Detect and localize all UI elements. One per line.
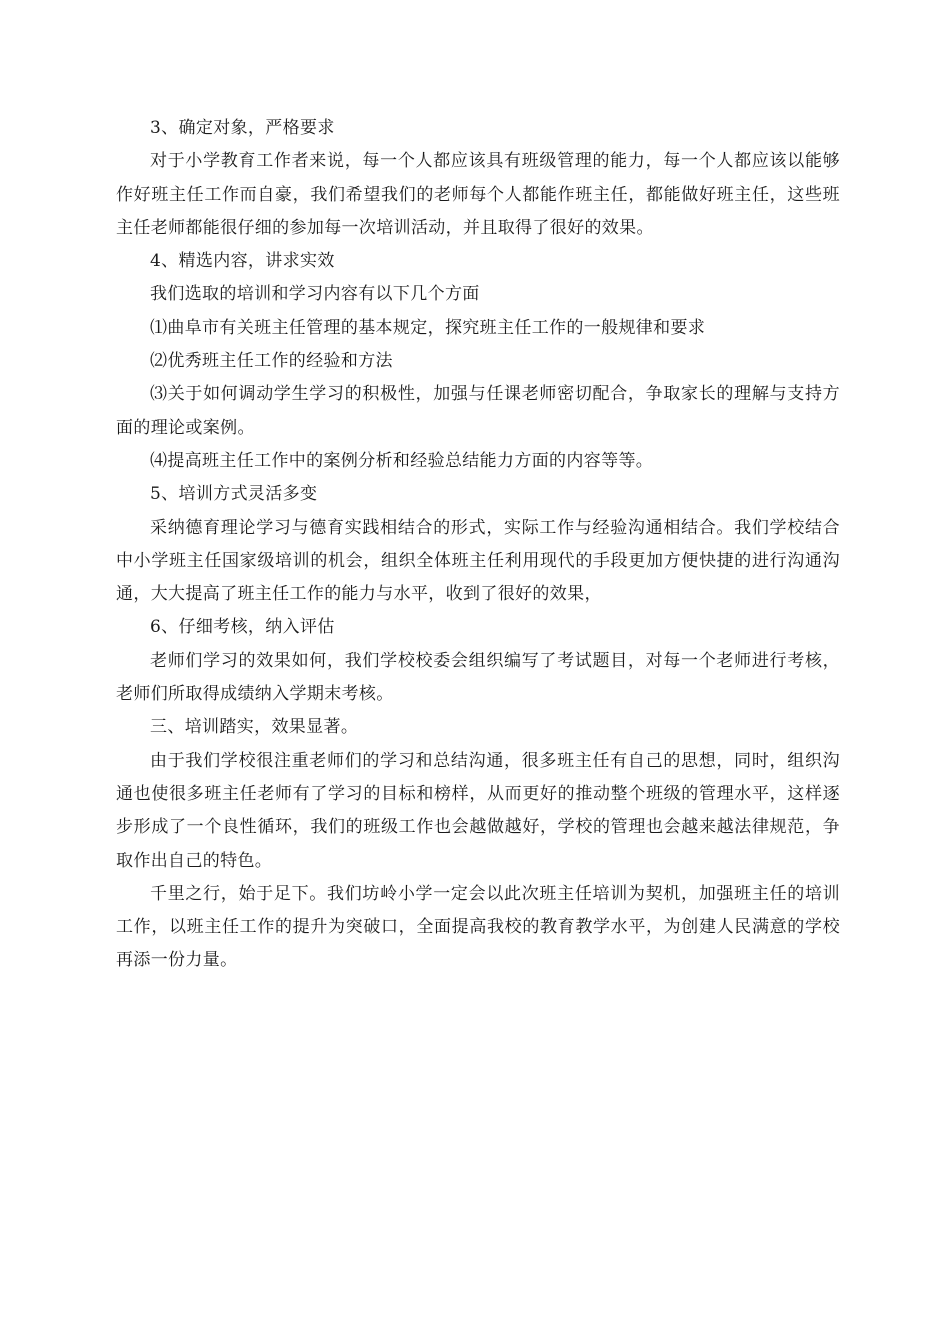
paragraph-results: 由于我们学校很注重老师们的学习和总结沟通，很多班主任有自己的思想，同时，组织沟通也使很多班主任老师有了学习的目标和榜样，从而更好的推动整个班级的管理水平，这样逐步形成了一个良性循环，我们的班级工作也会越做越好，学校的管理也会越来越法律规范，争取作出自己的特色。 [116,750,840,871]
list-item-2: ⑵优秀班主任工作的经验和方法 [150,351,393,372]
list-item-4: ⑷提高班主任工作中的案例分析和经验总结能力方面的内容等等。 [150,450,654,471]
paragraph-conclusion: 千里之行，始于足下。我们坊岭小学一定会以此次班主任培训为契机，加强班主任的培训工作，以班主任工作的提升为突破口，全面提高我校的教育教学水平，为创建人民满意的学校再添一份力量。 [116,883,840,971]
heading-4-select-content: 4、精选内容，讲求实效 [150,251,335,272]
heading-5-training-methods: 5、培训方式灵活多变 [150,484,318,505]
paragraph-content-intro: 我们选取的培训和学习内容有以下几个方面 [150,284,480,305]
paragraph-training-methods: 采纳德育理论学习与德育实践相结合的形式，实际工作与经验沟通相结合。我们学校结合中小学班主任国家级培训的机会，组织全体班主任利用现代的手段更加方便快捷的进行沟通沟通，大大提高了班主任工作的能力与水平，收到了很好的效果， [116,517,840,605]
heading-6-assessment: 6、仔细考核，纳入评估 [150,617,335,638]
paragraph-teacher-ability: 对于小学教育工作者来说，每一个人都应该具有班级管理的能力，每一个人都应该以能够作好班主任工作而自豪，我们希望我们的老师每个人都能作班主任，都能做好班主任，这些班主任老师都能很仔细的参加每一次培训活动，并且取得了很好的效果。 [116,151,840,238]
heading-3-confirm-targets: 3、确定对象，严格要求 [150,118,335,138]
paragraph-assessment: 老师们学习的效果如何，我们学校校委会组织编写了考试题目，对每一个老师进行考核，老师们所取得成绩纳入学期末考核。 [116,650,840,705]
list-item-3: ⑶关于如何调动学生学习的积极性，加强与任课老师密切配合，争取家长的理解与支持方面的理论或案例。 [116,384,840,438]
heading-3-results: 三、培训踏实，效果显著。 [150,717,359,738]
document-body [116,112,840,978]
list-item-1: ⑴曲阜市有关班主任管理的基本规定，探究班主任工作的一般规律和要求 [150,317,706,338]
